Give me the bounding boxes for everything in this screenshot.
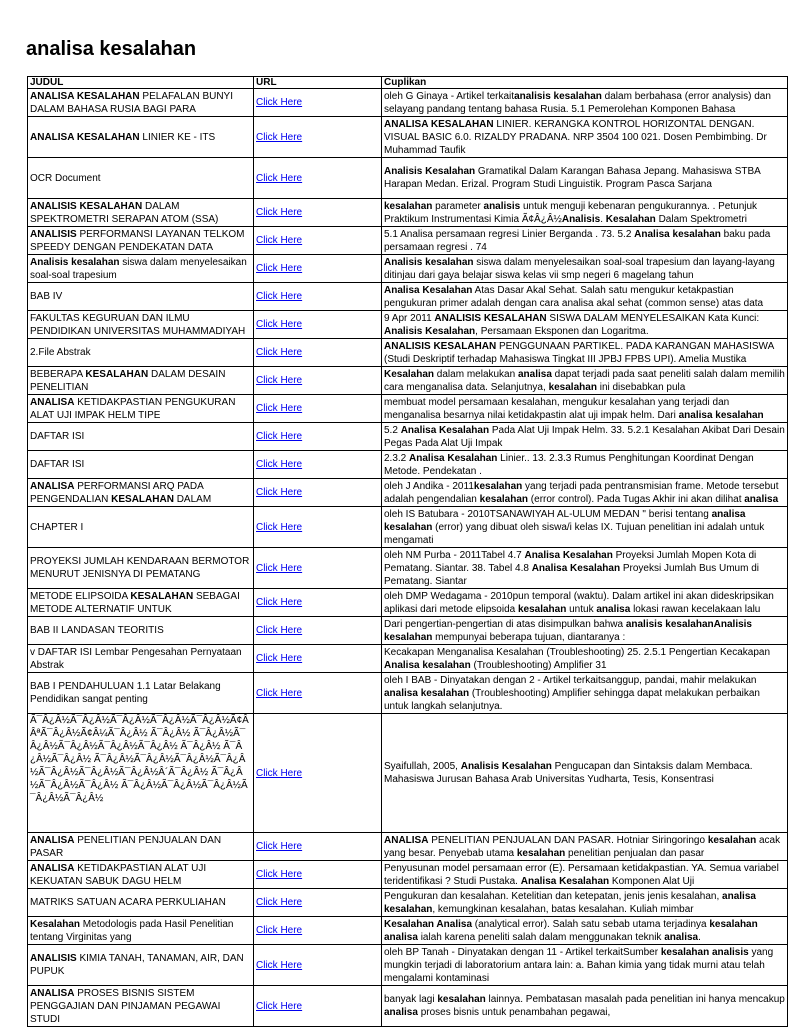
click-here-link[interactable]: Click Here [256,459,303,470]
row-title: 2.File Abstrak [28,339,254,367]
row-snippet: kesalahan parameter analisis untuk menguji kebenaran pengukurannya. . Petunjuk Praktikum Instrumentasi Kimia Ã¢Â¿Â½Analisis. Kesalahan Dalam Spektrometri [382,199,788,227]
row-title: ANALISA PERFORMANSI ARQ PADA PENGENDALIAN KESALAHAN DALAM [28,479,254,507]
table-row [28,986,788,1027]
row-snippet: oleh J Andika - 2011kesalahan yang terjadi pada pentransmisian frame. Metode tersebut adalah pengendalian kesalahan (error control). Pada Tugas Akhir ini akan dilihat analisa [382,479,788,507]
row-title: ANALISIS KIMIA TANAH, TANAMAN, AIR, DAN PUPUK [28,945,254,986]
click-here-link[interactable]: Click Here [256,925,303,936]
table-row [28,451,788,479]
row-url-cell [254,548,382,589]
table-row [28,589,788,617]
row-snippet: membuat model persamaan kesalahan, mengukur kesalahan yang terjadi dan menganalisa besarnya nilai ketidakpastin alat uji impak helm. Dari analisa kesalahan [382,395,788,423]
row-snippet: Pengukuran dan kesalahan. Ketelitian dan ketepatan, jenis jenis kesalahan, analisa kesalahan, kemungkinan kesalahan, batas kesalahan. Kuliah mimbar [382,889,788,917]
row-url-cell [254,227,382,255]
row-title: Ã¯Â¿Â½Ã¯Â¿Â½Ã¯Â¿Â½Ã¯Â¿Â½Ã¯Â¿Â½Ã¢ÂÂªÃ¯Â¿Â½Ã¢Â¼Ã¯Â¿Â½ Ã¯Â¿Â½ Ã¯Â¿Â½Ã¯Â¿Â½Ã¯Â¿Â½Ã¯Â¿Â½Ã¯Â¿Â½ Ã¯Â¿Â½ Ã¯Â¿Â½Ã¯Â¿Â½ Ã¯Â¿Â½Ã¯Â¿Â½Ã¯Â¿Â½Ã¯Â¿Â½Ã¯Â¿Â½Ã¯Â¿Â½Ã¯Â¿Â½Â´Ã¯Â¿Â½ Ã¯Â¿Â½Ã¯Â¿Â½Ã¯Â¿Â½ Ã¯Â¿Â½Ã¯Â¿Â½Ã¯Â¿Â½Ã¯Â¿Â½Ã¯Â¿Â½ [28,714,254,833]
row-snippet: Analisis Kesalahan Gramatikal Dalam Karangan Bahasa Jepang. Mahasiswa STBA Harapan Medan. Erizal. Program Studi Linguistik. Program Pasca Sarjana [382,158,788,199]
row-title: DAFTAR ISI [28,451,254,479]
results-table [27,76,788,1027]
table-row [28,548,788,589]
row-title: CHAPTER I [28,507,254,548]
row-title: v DAFTAR ISI Lembar Pengesahan Pernyataan Abstrak [28,645,254,673]
row-url-cell [254,255,382,283]
click-here-link[interactable]: Click Here [256,841,303,852]
click-here-link[interactable]: Click Here [256,97,303,108]
click-here-link[interactable]: Click Here [256,625,303,636]
row-snippet: ANALISA KESALAHAN LINIER. KERANGKA KONTROL HORIZONTAL DENGAN. VISUAL BASIC 6.0. RIZALDY PRADANA. NRP 3504 100 021. Dosen Pembimbing. Dr Muhammad Taufik [382,117,788,158]
table-row [28,255,788,283]
row-title: ANALISIS PERFORMANSI LAYANAN TELKOM SPEEDY DENGAN PENDEKATAN DATA [28,227,254,255]
table-row [28,89,788,117]
row-url-cell [254,833,382,861]
click-here-link[interactable]: Click Here [256,431,303,442]
click-here-link[interactable]: Click Here [256,767,303,779]
click-here-link[interactable]: Click Here [256,319,303,330]
row-url-cell [254,861,382,889]
row-url-cell [254,423,382,451]
row-title: PROYEKSI JUMLAH KENDARAAN BERMOTOR MENURUT JENISNYA DI PEMATANG [28,548,254,589]
table-row [28,339,788,367]
row-url-cell [254,986,382,1027]
click-here-link[interactable]: Click Here [256,521,303,533]
row-title: ANALISA PENELITIAN PENJUALAN DAN PASAR [28,833,254,861]
row-url-cell [254,339,382,367]
row-url-cell [254,479,382,507]
click-here-link[interactable]: Click Here [256,131,303,143]
row-snippet: Kesalahan Analisa (analytical error). Salah satu sebab utama terjadinya kesalahan analisa ialah karena peneliti salah dalam menggunakan teknik analisa. [382,917,788,945]
click-here-link[interactable]: Click Here [256,959,303,971]
row-title: ANALISA KESALAHAN LINIER KE - ITS [28,117,254,158]
click-here-link[interactable]: Click Here [256,263,303,274]
row-title: BAB I PENDAHULUAN 1.1 Latar Belakang Pendidikan sangat penting [28,673,254,714]
click-here-link[interactable]: Click Here [256,172,303,184]
table-row [28,423,788,451]
row-url-cell [254,917,382,945]
row-url-cell [254,507,382,548]
row-snippet: Analisis kesalahan siswa dalam menyelesaikan soal-soal trapesium dan layang-layang ditinjau dari gaya belajar siswa kelas vii smp negeri 6 magelang tahun [382,255,788,283]
row-url-cell [254,617,382,645]
row-snippet: oleh G Ginaya - Artikel terkaitanalisis kesalahan dalam berbahasa (error analysis) dan selayang pandang tentang bahasa Rusia. 5.1 Pemerolehan Komponen Bahasa [382,89,788,117]
row-url-cell [254,645,382,673]
table-row [28,395,788,423]
table-row [28,199,788,227]
page-title: analisa kesalahan [26,38,197,60]
table-row [28,889,788,917]
row-title: ANALISA KETIDAKPASTIAN PENGUKURAN ALAT UJI IMPAK HELM TIPE [28,395,254,423]
row-url-cell [254,158,382,199]
row-snippet: Kesalahan dalam melakukan analisa dapat terjadi pada saat peneliti salah dalam memilih cara menganalisa data. Selanjutnya, kesalahan ini disebabkan pula [382,367,788,395]
row-snippet: oleh IS Batubara - 2010TSANAWIYAH AL-ULUM MEDAN " berisi tentang analisa kesalahan (error) yang dibuat oleh siswa/i kelas IX. Tujuan penelitian ini adalah untuk mengamati [382,507,788,548]
table-row [28,617,788,645]
table-row [28,311,788,339]
click-here-link[interactable]: Click Here [256,897,303,908]
row-url-cell [254,117,382,158]
row-snippet: oleh NM Purba - 2011Tabel 4.7 Analisa Kesalahan Proyeksi Jumlah Mopen Kota di Pematang. Siantar. 38. Tabel 4.8 Analisa Kesalahan Proyeksi Jumlah Bus Umum di Pematang. Siantar [382,548,788,589]
click-here-link[interactable]: Click Here [256,347,303,358]
row-snippet: ANALISA PENELITIAN PENJUALAN DAN PASAR. Hotniar Siringoringo kesalahan acak yang besar. Penyebab utama kesalahan penelitian penjualan dan pasar [382,833,788,861]
row-title: MATRIKS SATUAN ACARA PERKULIAHAN [28,889,254,917]
table-header-row [28,77,788,89]
row-snippet: Syaifullah, 2005, Analisis Kesalahan Pengucapan dan Sintaksis dalam Membaca. Mahasiswa Jurusan Bahasa Arab Universitas Yudharta, Tesis, Konsentrasi [382,714,788,833]
row-url-cell [254,367,382,395]
row-snippet: Kecakapan Menganalisa Kesalahan (Troubleshooting) 25. 2.5.1 Pengertian Kecakapan Analisa kesalahan (Troubleshooting) Amplifier 31 [382,645,788,673]
click-here-link[interactable]: Click Here [256,291,303,302]
header-url: URL [254,77,382,89]
table-row [28,714,788,833]
click-here-link[interactable]: Click Here [256,562,303,574]
row-title: ANALISA PROSES BISNIS SISTEM PENGGAJIAN DAN PINJAMAN PEGAWAI STUDI [28,986,254,1027]
header-cuplikan: Cuplikan [382,77,788,89]
row-title: ANALISIS KESALAHAN DALAM SPEKTROMETRI SERAPAN ATOM (SSA) [28,199,254,227]
table-row [28,673,788,714]
row-title: ANALISA KESALAHAN PELAFALAN BUNYI DALAM BAHASA RUSIA BAGI PARA [28,89,254,117]
row-url-cell [254,889,382,917]
click-here-link[interactable]: Click Here [256,687,303,699]
table-row [28,861,788,889]
row-snippet: banyak lagi kesalahan lainnya. Pembatasan masalah pada penelitian ini hanya mencakup analisa proses bisnis untuk penambahan pegawai, [382,986,788,1027]
row-url-cell [254,283,382,311]
row-url-cell [254,945,382,986]
row-snippet: Penyusunan model persamaan error (E). Persamaan ketidakpastian. YA. Semua variabel teridentifikasi ? Studi Pustaka. Analisa Kesalahan Komponen Alat Uji [382,861,788,889]
table-row [28,945,788,986]
row-title: BEBERAPA KESALAHAN DALAM DESAIN PENELITIAN [28,367,254,395]
row-title: BAB IV [28,283,254,311]
row-snippet: ANALISIS KESALAHAN PENGGUNAAN PARTIKEL. PADA KARANGAN MAHASISWA (Studi Deskriptif terhadap Mahasiswa Tingkat III JPBJ FPBS UPI). Amelia Mustika [382,339,788,367]
row-title: FAKULTAS KEGURUAN DAN ILMU PENDIDIKAN UNIVERSITAS MUHAMMADIYAH [28,311,254,339]
row-snippet: Analisa Kesalahan Atas Dasar Akal Sehat. Salah satu mengukur ketakpastian pengukuran primer adalah dengan cara analisa akal sehat (common sense) atas data [382,283,788,311]
row-url-cell [254,451,382,479]
click-here-link[interactable]: Click Here [256,403,303,414]
row-url-cell [254,714,382,833]
row-title: Analisis kesalahan siswa dalam menyelesaikan soal-soal trapesium [28,255,254,283]
click-here-link[interactable]: Click Here [256,1000,303,1012]
click-here-link[interactable]: Click Here [256,869,303,880]
row-url-cell [254,311,382,339]
row-snippet: 2.3.2 Analisa Kesalahan Linier.. 13. 2.3.3 Rumus Penghitungan Koordinat Dengan Metode. Pendekatan . [382,451,788,479]
table-row [28,507,788,548]
table-row [28,227,788,255]
click-here-link[interactable]: Click Here [256,653,303,664]
row-url-cell [254,89,382,117]
row-url-cell [254,673,382,714]
row-snippet: Dari pengertian-pengertian di atas disimpulkan bahwa analisis kesalahanAnalisis kesalahan mempunyai beberapa tujuan, diantaranya : [382,617,788,645]
row-url-cell [254,395,382,423]
table-row [28,645,788,673]
table-row [28,158,788,199]
click-here-link[interactable]: Click Here [256,375,303,386]
click-here-link[interactable]: Click Here [256,207,303,218]
table-row [28,917,788,945]
row-title: ANALISA KETIDAKPASTIAN ALAT UJI KEKUATAN SABUK DAGU HELM [28,861,254,889]
row-snippet: 5.1 Analisa persamaan regresi Linier Berganda . 73. 5.2 Analisa kesalahan baku pada persamaan regresi . 74 [382,227,788,255]
click-here-link[interactable]: Click Here [256,597,303,608]
row-snippet: 9 Apr 2011 ANALISIS KESALAHAN SISWA DALAM MENYELESAIKAN Kata Kunci: Analisis Kesalahan, Persamaan Eksponen dan Logaritma. [382,311,788,339]
row-title: METODE ELIPSOIDA KESALAHAN SEBAGAI METODE ALTERNATIF UNTUK [28,589,254,617]
table-row [28,367,788,395]
row-snippet: oleh I BAB - Dinyatakan dengan 2 - Artikel terkaitsanggup, pandai, mahir melakukan analisa kesalahan (Troubleshooting) Amplifier sehingga dapat melakukan perbaikan untuk langkah selanjutnya. [382,673,788,714]
row-url-cell [254,589,382,617]
row-title: Kesalahan Metodologis pada Hasil Penelitian tentang Virginitas yang [28,917,254,945]
click-here-link[interactable]: Click Here [256,487,303,498]
row-title: OCR Document [28,158,254,199]
row-title: BAB II LANDASAN TEORITIS [28,617,254,645]
row-snippet: oleh BP Tanah - Dinyatakan dengan 11 - Artikel terkaitSumber kesalahan analisis yang mungkin terjadi di laboratorium antara lain: a. Bahan kimia yang tidak murni atau telah mengalami kontaminasi [382,945,788,986]
table-row [28,283,788,311]
table-row [28,479,788,507]
row-snippet: 5.2 Analisa Kesalahan Pada Alat Uji Impak Helm. 33. 5.2.1 Kesalahan Akibat Dari Desain Pegas Pada Alat Uji Impak [382,423,788,451]
row-title: DAFTAR ISI [28,423,254,451]
header-judul: JUDUL [28,77,254,89]
table-row [28,117,788,158]
table-body [28,89,788,1027]
row-snippet: oleh DMP Wedagama - 2010pun temporal (waktu). Dalam artikel ini akan dideskripsikan aplikasi dari metode elipsoida kesalahan untuk analisa lokasi rawan kecelakaan lalu [382,589,788,617]
table-row [28,833,788,861]
click-here-link[interactable]: Click Here [256,235,303,246]
row-url-cell [254,199,382,227]
